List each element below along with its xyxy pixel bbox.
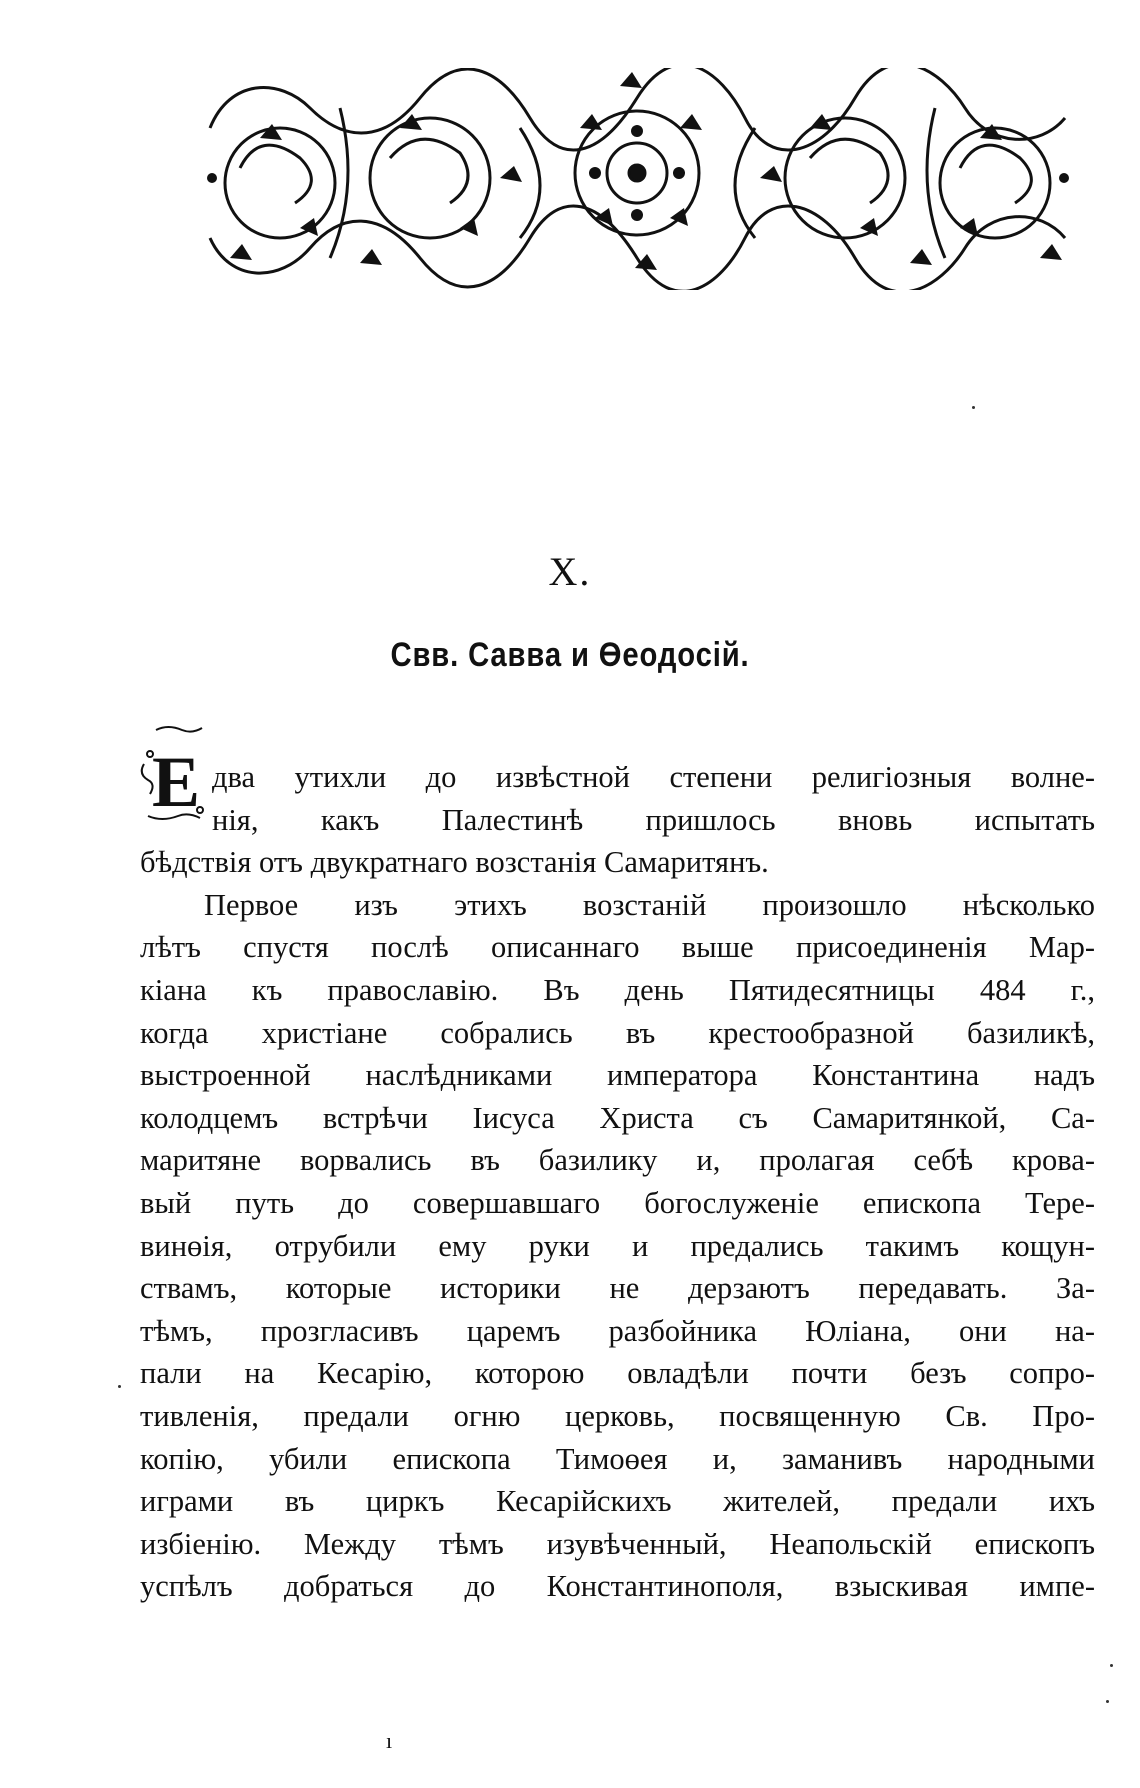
print-speck	[1110, 1664, 1113, 1667]
text-line: ствамъ, которые историки не дерзаютъ передавать. За-	[140, 1271, 1095, 1306]
print-speck	[1106, 1700, 1109, 1703]
text-line: два утихли до извѣстной степени религіозныя волне-	[212, 760, 1095, 794]
print-speck	[972, 406, 975, 409]
text-line: кіана къ православію. Въ день Пятидесятницы 484 г.,	[140, 972, 1095, 1007]
text-line: лѣтъ спустя послѣ описаннаго выше присоединенія Мар-	[140, 930, 1095, 965]
ornamental-headpiece	[200, 68, 1075, 290]
text-line: тѣмъ, прозгласивъ царемъ разбойника Юліана, они на-	[140, 1313, 1095, 1348]
text-line: маритяне ворвались въ базилику и, пролагая себѣ крова-	[140, 1143, 1095, 1178]
text-line: колодцемъ встрѣчи Іисуса Христа съ Самаритянкой, Са-	[140, 1100, 1095, 1135]
text-line: вый путь до совершавшаго богослуженіе епископа Тере-	[140, 1185, 1095, 1220]
text-line: копію, убили епископа Тимоөея и, заманивъ народными	[140, 1441, 1095, 1476]
text-line: выстроенной наслѣдниками императора Константина надъ	[140, 1058, 1095, 1093]
text-line: играми въ циркъ Кесарійскихъ жителей, предали ихъ	[140, 1484, 1095, 1519]
text-line: бѣдствія отъ двукратнаго возстанія Самаритянъ.	[140, 845, 769, 880]
body-text	[140, 756, 1095, 1608]
text-line: Первое изъ этихъ возстаній произошло нѣсколько	[204, 887, 1095, 922]
page-footer-mark: ı	[386, 1728, 393, 1753]
text-line: избіенію. Между тѣмъ изувѣченный, Неапольскій епископъ	[140, 1526, 1095, 1561]
chapter-number: X.	[548, 549, 592, 594]
text-line: винөія, отрубили ему руки и предались такимъ кощун-	[140, 1228, 1095, 1263]
text-line: пали на Кесарію, которою овладѣли почти безъ сопро-	[140, 1356, 1095, 1391]
text-line: тивленія, предали огню церковь, посвященную Св. Про-	[140, 1398, 1095, 1433]
chapter-title: Свв. Савва и Өеодосій.	[390, 636, 750, 674]
text-line: нія, какъ Палестинѣ пришлось вновь испытать	[212, 802, 1095, 837]
text-line: успѣлъ добраться до Константинополя, взыскивая импе-	[140, 1569, 1095, 1604]
print-speck	[118, 1385, 121, 1388]
drop-cap-letter: Е	[152, 742, 201, 822]
text-line: когда христіане собрались въ крестообразной базиликѣ,	[140, 1015, 1095, 1050]
